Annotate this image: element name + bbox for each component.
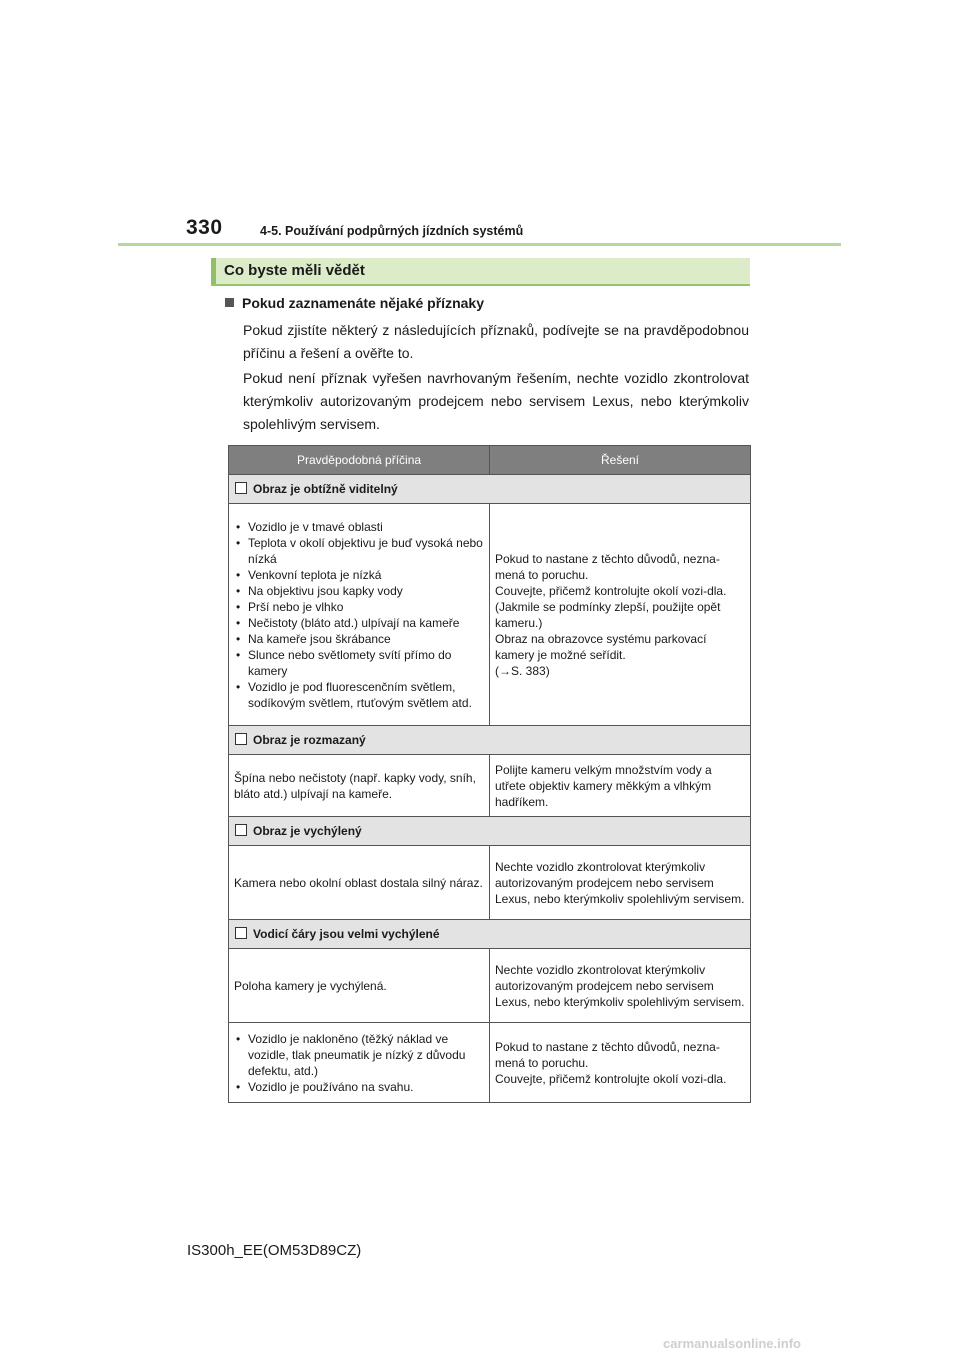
list-item: • Prší nebo je vlhko (234, 599, 484, 615)
cause-text: Poloha kamery je vychýlená. (234, 978, 387, 993)
table-group-row (229, 475, 751, 504)
group-title-cell (229, 726, 751, 755)
list-item: • Teplota v okolí objektivu je buď vysoká nebo nízká (234, 535, 484, 567)
solution-text: Nechte vozidlo zkontrolovat kterýmkoliv autorizovaným prodejcem nebo servisem Lexus, nebo kterýmkoliv spolehlivým servisem. (495, 859, 745, 906)
table-row (229, 504, 751, 726)
table-group-row (229, 817, 751, 846)
table-group-row (229, 726, 751, 755)
solution-cell (490, 1023, 751, 1103)
solution-cell (490, 504, 751, 726)
list-item: • Nečistoty (bláto atd.) ulpívají na kameře (234, 615, 484, 631)
column-header-cause: Pravděpodobná příčina (229, 446, 490, 475)
list-item: • Vozidlo je pod fluorescenčním světlem, sodíkovým světlem, rtuťovým světlem atd. (234, 679, 484, 711)
group-title-cell (229, 817, 751, 846)
list-item: • Vozidlo je používáno na svahu. (234, 1079, 484, 1095)
solution-cell (490, 846, 751, 920)
list-item: • Slunce nebo světlomety svítí přímo do kamery (234, 647, 484, 679)
list-item: • Na kameře jsou škrábance (234, 631, 484, 647)
table-row (229, 755, 751, 817)
group-title-cell (229, 475, 751, 504)
cause-cell (229, 755, 490, 817)
cause-text: Špína nebo nečistoty (např. kapky vody, sníh, bláto atd.) ulpívají na kameře. (234, 770, 476, 801)
solution-text: Obraz na obrazovce systému parkovací kamery je možné seřídit. (495, 631, 707, 662)
solution-cell (490, 949, 751, 1023)
checkbox-square-icon (235, 733, 247, 745)
solution-text: Polijte kameru velkým množstvím vody a utřete objektiv kamery měkkým a vlhkým hadříkem. (495, 762, 712, 809)
checkbox-square-icon (235, 927, 247, 939)
solution-cell (490, 755, 751, 817)
advice-paragraph: Pokud není příznak vyřešen navrhovaným řešením, nechte vozidlo zkontrolovat kterýmkoliv autorizovaným prodejcem nebo servisem Lexus, nebo kterýmkoliv spolehlivým servisem. (243, 370, 749, 432)
subheading-text: Pokud zaznamenáte nějaké příznaky (242, 295, 484, 311)
solution-text: Couvejte, přičemž kontrolujte okolí vozi-dla. (495, 1071, 727, 1086)
list-item: • Venkovní teplota je nízká (234, 567, 484, 583)
cause-list (234, 1031, 484, 1095)
table-row (229, 1023, 751, 1103)
cause-text: Kamera nebo okolní oblast dostala silný náraz. (234, 875, 483, 890)
info-box-header (211, 258, 750, 286)
square-bullet-icon (225, 298, 234, 307)
list-item: • Vozidlo je v tmavé oblasti (234, 519, 484, 535)
info-box-accent-bar (211, 258, 216, 284)
troubleshooting-table (228, 445, 751, 1103)
cause-cell (229, 949, 490, 1023)
checkbox-square-icon (235, 824, 247, 836)
model-code: IS300h_EE(OM53D89CZ) (187, 1242, 362, 1259)
group-title: Obraz je rozmazaný (253, 733, 366, 747)
subheading (225, 295, 484, 311)
section-title: 4-5. Používání podpůrných jízdních systémů (260, 224, 524, 238)
table-row (229, 846, 751, 920)
header-rule (118, 243, 841, 246)
watermark-text: carmanualsonline.info (663, 1336, 801, 1351)
list-item: • Vozidlo je nakloněno (těžký náklad ve vozidle, tlak pneumatik je nízký z důvodu defektu, atd.) (234, 1031, 484, 1079)
table-group-row (229, 920, 751, 949)
solution-text: Couvejte, přičemž kontrolujte okolí vozi-dla. (Jakmile se podmínky zlepší, použijte opět kameru.) (495, 583, 727, 630)
cause-cell (229, 846, 490, 920)
cause-list (234, 519, 484, 711)
solution-text: Pokud to nastane z těchto důvodů, nezna-mená to poruchu. (495, 1039, 720, 1070)
info-box-title: Co byste měli vědět (224, 262, 365, 279)
group-title-cell (229, 920, 751, 949)
group-title: Vodicí čáry jsou velmi vychýlené (253, 927, 440, 941)
group-title: Obraz je vychýlený (253, 824, 362, 838)
column-header-solution: Řešení (490, 446, 751, 475)
table-header-row (229, 446, 751, 475)
intro-paragraph: Pokud zjistíte některý z následujících příznaků, podívejte se na pravděpodobnou příčinu a řešení a ověřte to. (243, 322, 749, 361)
cause-cell (229, 1023, 490, 1103)
table-row (229, 949, 751, 1023)
list-item: • Na objektivu jsou kapky vody (234, 583, 484, 599)
cause-cell (229, 504, 490, 726)
solution-text: Nechte vozidlo zkontrolovat kterýmkoliv autorizovaným prodejcem nebo servisem Lexus, nebo kterýmkoliv spolehlivým servisem. (495, 962, 745, 1009)
group-title: Obraz je obtížně viditelný (253, 482, 398, 496)
solution-text: Pokud to nastane z těchto důvodů, nezna-mená to poruchu. (495, 551, 720, 582)
checkbox-square-icon (235, 482, 247, 494)
solution-text: (→S. 383) (495, 663, 550, 678)
page-number: 330 (186, 216, 223, 239)
